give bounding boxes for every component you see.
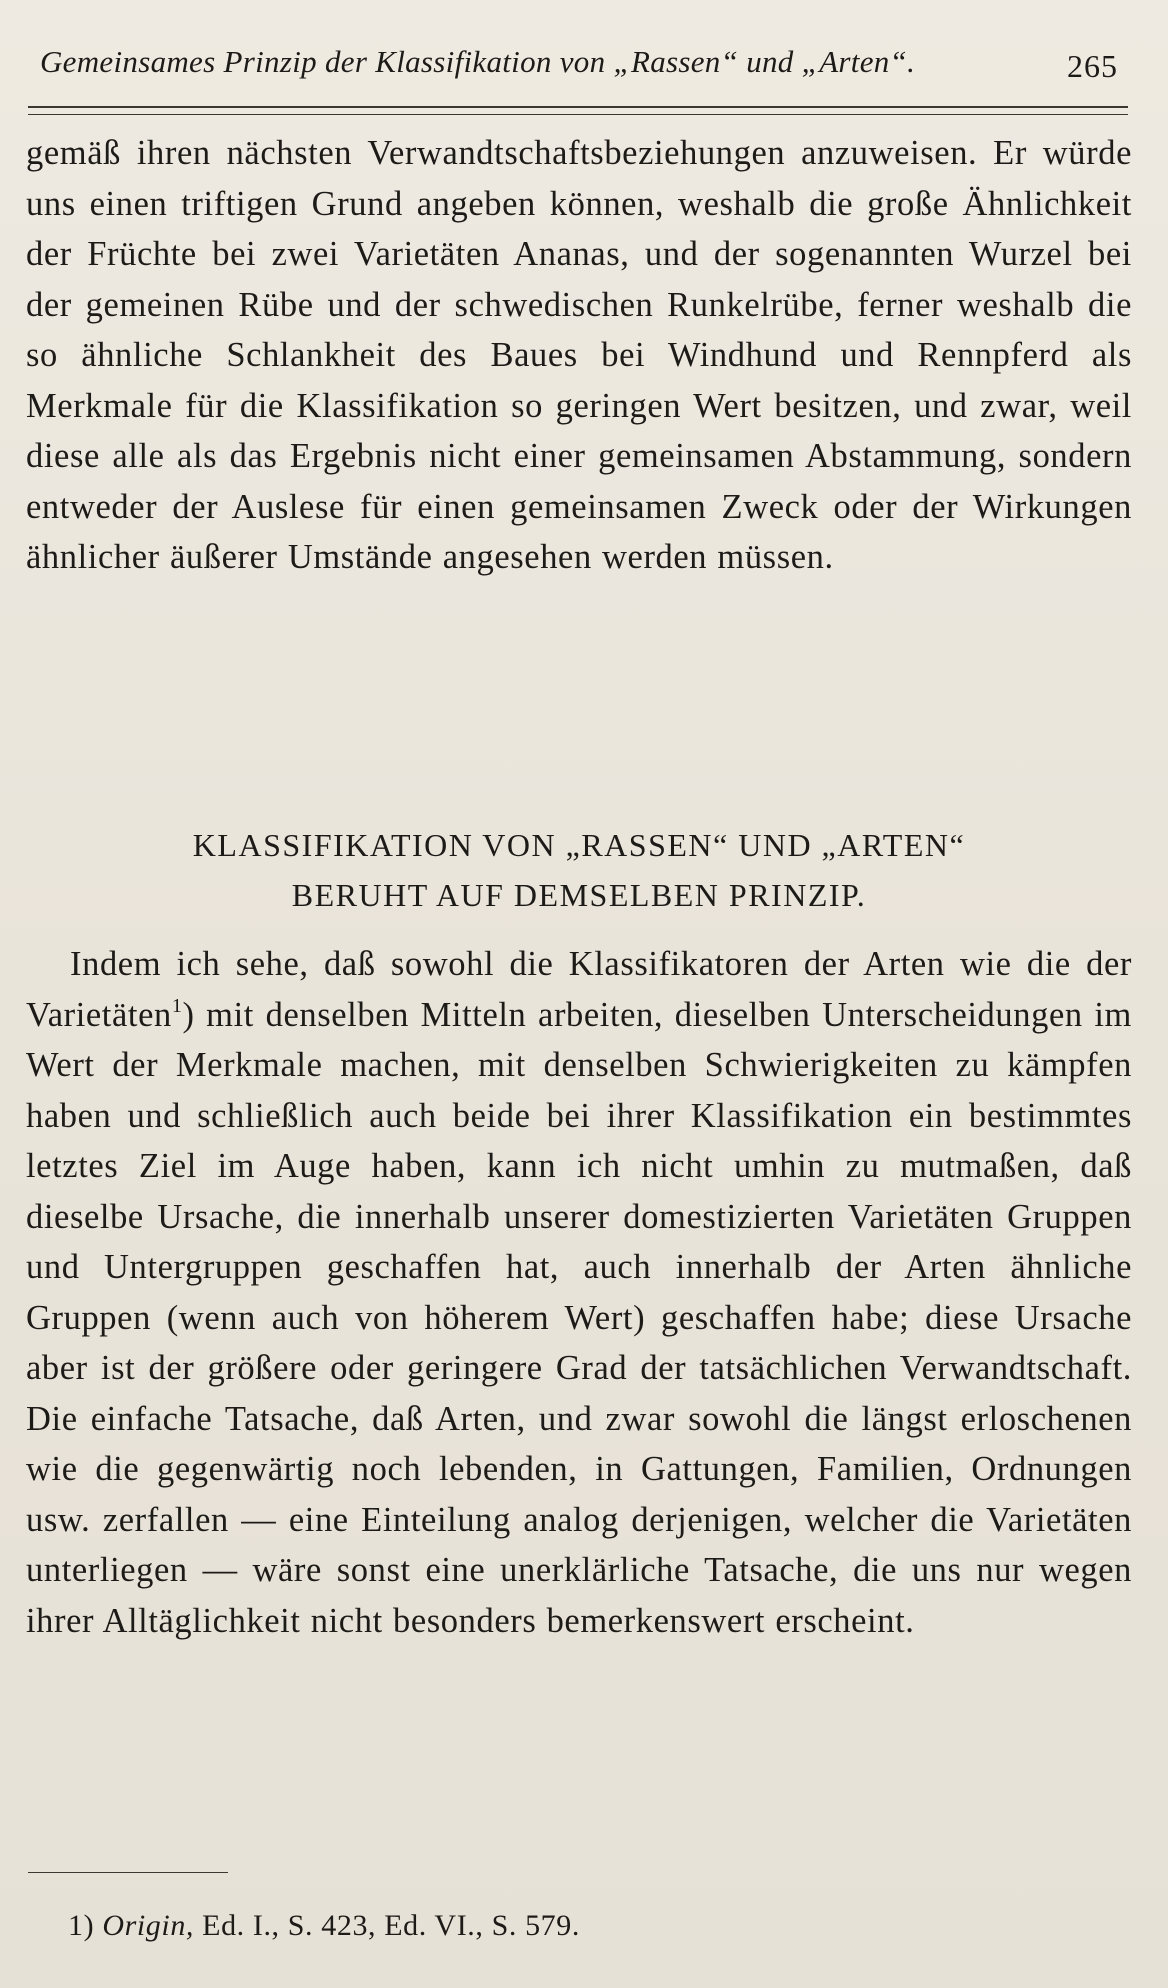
footnote-reference[interactable]: 1 <box>171 994 183 1017</box>
page-number: 265 <box>1067 48 1118 84</box>
running-head <box>40 44 1128 94</box>
paragraph-section <box>26 939 1132 1646</box>
section-heading-line-1: KLASSIFIKATION VON „RASSEN“ UND „ARTEN“ <box>192 827 966 863</box>
running-title: Gemeinsames Prinzip der Klassifikation von „Rassen“ und „Arten“. <box>40 44 916 79</box>
paragraph-text-after-note: ) mit denselben Mitteln arbeiten, dieselben Unterscheidungen im Wert der Merkmale machen, mit denselben Schwierigkeiten zu kämpfen haben und schließlich auch beide bei ihrer Klassifikation ein bestimmtes letztes Ziel im Auge haben, kann ich nicht umhin zu mutmaßen, daß dieselbe Ursache, die innerhalb unserer domestizierten Varietäten Gruppen und Untergruppen geschaffen hat, auch innerhalb der Arten ähnliche Gruppen (wenn auch von höherem Wert) geschaffen habe; diese Ursache aber ist der größere oder geringere Grad der tatsächlichen Verwandtschaft. Die einfache Tatsache, daß Arten, und zwar sowohl die längst erloschenen wie die gegenwärtig noch lebenden, in Gattungen, Familien, Ordnungen usw. zerfallen — eine Einteilung analog derjenigen, welcher die Varietäten unterliegen — wäre sonst eine unerklärliche Tatsache, die uns nur wegen ihrer Alltäglichkeit nicht besonders bemerkenswert erscheint. <box>26 995 1132 1640</box>
section-heading-line-2: BERUHT AUF DEMSELBEN PRINZIP. <box>291 877 867 913</box>
footnote-marker: 1) <box>68 1909 95 1942</box>
footnote <box>68 1906 580 1946</box>
section-heading <box>26 820 1132 920</box>
header-double-rule <box>28 106 1128 115</box>
footnote-work-title: Origin, <box>102 1909 195 1942</box>
footnote-separator-rule <box>28 1872 228 1873</box>
paragraph-text-before-note: Indem ich sehe, daß sowohl die Klassifikatoren der Arten wie die der Varietäten <box>26 945 1132 1034</box>
footnote-reference-text: Ed. I., S. 423, Ed. VI., S. 579. <box>202 1909 580 1942</box>
paragraph-continued: gemäß ihren nächsten Verwandtschaftsbeziehungen anzuweisen. Er würde uns einen triftigen Grund angeben können, weshalb die große Ähnlichkeit der Früchte bei zwei Varietäten Ananas, und der sogenannten Wurzel bei der gemeinen Rübe und der schwedischen Runkelrübe, ferner weshalb die so ähnliche Schlankheit des Baues bei Windhund und Rennpferd als Merkmale für die Klassifikation so geringen Wert besitzen, und zwar, weil diese alle als das Ergebnis nicht einer gemeinsamen Abstammung, sondern entweder der Auslese für einen gemeinsamen Zweck oder der Wirkungen ähnlicher äußerer Umstände angesehen werden müssen. <box>26 134 1132 576</box>
